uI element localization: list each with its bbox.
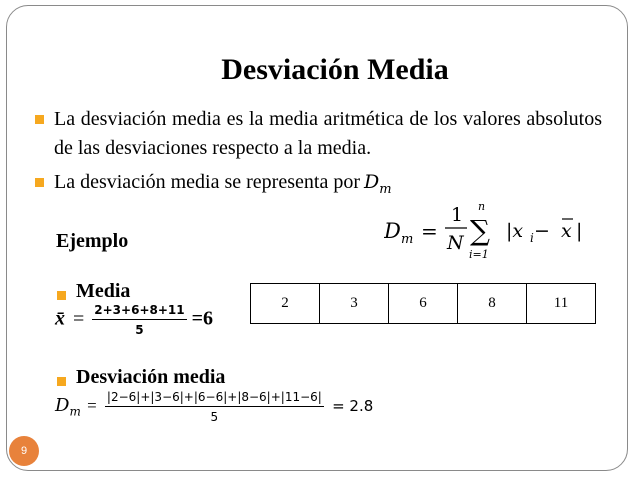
bullet-notation — [54, 168, 392, 204]
formula-sum-top: n — [478, 200, 486, 213]
mean-numerator: 2+3+6+8+11 — [92, 303, 186, 320]
table-cell: 2 — [251, 284, 320, 324]
bullet-marker — [35, 178, 44, 187]
notation-symbol-letter: D — [363, 171, 380, 193]
deviation-label: Desviación media — [76, 366, 226, 388]
deviation-symbol-letter: D — [55, 394, 70, 416]
mean-equals: = — [73, 307, 85, 330]
mean-symbol: x̄ — [55, 307, 65, 330]
deviation-equation — [55, 390, 373, 424]
deviation-symbol — [55, 394, 81, 419]
mean-equation — [55, 303, 213, 337]
bullet-definition: La desviación media es la media aritmética de los valores absolutos de las desviaciones respecto a la media. — [54, 108, 602, 159]
notation-symbol-subscript: m — [379, 181, 392, 197]
mean-denominator: 5 — [135, 323, 144, 337]
deviation-denominator: 5 — [210, 410, 219, 424]
formula-frac-num: 1 — [451, 204, 464, 226]
page-number-badge: 9 — [9, 436, 39, 466]
deviation-symbol-subscript: m — [69, 404, 81, 419]
bullet-notation-text: La desviación media se representa por — [54, 171, 360, 193]
formula-body: |x — [506, 220, 524, 242]
formula-minus: − — [534, 220, 550, 242]
deviation-numerator: |2−6|+|3−6|+|6−6|+|8−6|+|11−6| — [105, 390, 324, 407]
values-table — [250, 283, 596, 324]
table-row — [251, 284, 596, 324]
formula-lhs: D — [384, 219, 401, 243]
deviation-result: = 2.8 — [332, 396, 374, 415]
bullet-marker — [35, 115, 44, 124]
deviation-equals: = — [87, 395, 97, 415]
deviation-fraction — [105, 390, 324, 424]
formula-close: | — [576, 220, 583, 242]
table-cell: 8 — [458, 284, 527, 324]
mean-result: =6 — [191, 307, 214, 330]
mean-deviation-formula — [384, 196, 594, 262]
table-cell: 11 — [527, 284, 596, 324]
mean-fraction — [92, 303, 186, 337]
formula-sum-bottom: i=1 — [469, 248, 489, 261]
bullet-marker — [57, 291, 66, 300]
bullet-marker — [57, 377, 66, 386]
formula-lhs-sub: m — [401, 232, 414, 247]
formula-body-sub: i — [530, 231, 534, 245]
table-cell: 3 — [320, 284, 389, 324]
table-cell: 6 — [389, 284, 458, 324]
formula-equals: = — [421, 219, 438, 243]
slide-title: Desviación Media — [221, 53, 449, 86]
example-heading: Ejemplo — [56, 230, 129, 252]
notation-symbol — [363, 171, 392, 197]
mean-label: Media — [76, 280, 131, 302]
formula-xbar: x — [561, 220, 572, 242]
formula-frac-den: N — [447, 232, 464, 254]
sigma-icon: ∑ — [470, 214, 490, 247]
